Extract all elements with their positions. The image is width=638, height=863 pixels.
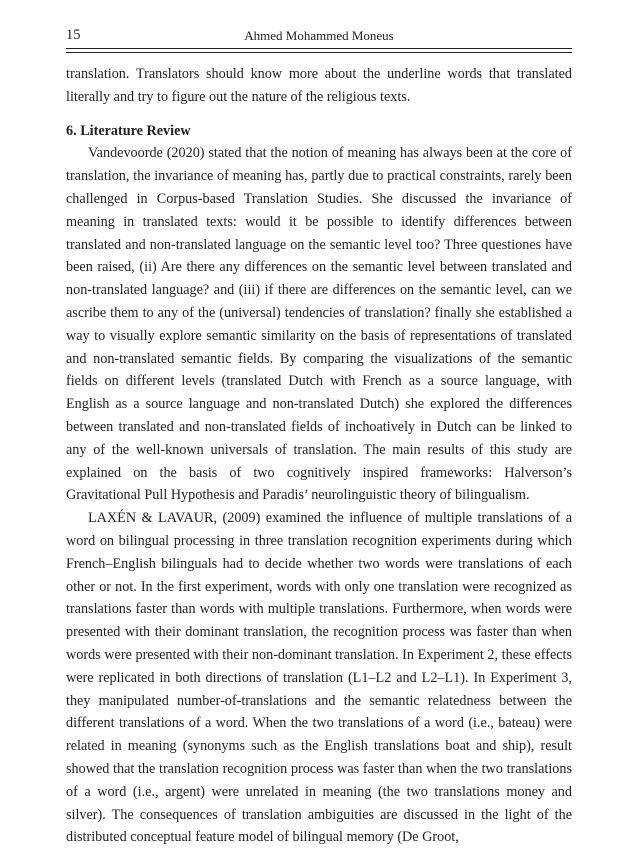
running-head-author: Ahmed Mohammed Moneus: [244, 28, 394, 43]
paragraph-continuation: translation. Translators should know more about the underline words that translated literally and try to figure out the nature of the religious texts.: [66, 66, 572, 105]
header-rule-top: [66, 48, 572, 49]
page-number: 15: [66, 27, 81, 43]
header-rule-bottom: [66, 52, 572, 53]
paragraph-laxen-lavaur: LAXÉN & LAVAUR, (2009) examined the influence of multiple translations of a word on bilingual processing in three translation recognition experiments during which French–English bilinguals had to decide whether two words were translations of each other or not. In the first experiment, words with only one translation were recognized as translations faster than words with multiple translations. Furthermore, when words were presented with their dominant translation, the recognition process was faster than when words were presented with their non-dominant translation. In Experiment 2, these effects were replicated in both directions of translation (L1–L2 and L2–L1). In Experiment 3, they manipulated number-of-translations and the semantic relatedness between the different translations of a word. When the two translations of a word (i.e., bateau) were related in meaning (synonyms such as the English translations boat and ship), result showed that the translation recognition process was faster than when the two translations of a word (i.e., argent) were unrelated in meaning (the two translations money and silver). The consequences of translation ambiguities are discussed in the light of the distributed conceptual feature model of bilingual memory (De Groot,: [66, 510, 572, 846]
page-header: [66, 27, 572, 49]
body-text: [66, 63, 572, 849]
paragraph-vandevoorde: Vandevoorde (2020) stated that the notion of meaning has always been at the core of translation, the invariance of meaning has, partly due to practical constraints, rarely been challenged in Corpus-based Translation Studies. She discussed the invariance of meaning in translated texts: would it be possible to identify differences between translated and non-translated language on the semantic level too? Three questiones have been raised, (ii) Are there any differences on the semantic level between translated and non-translated language? and (iii) if there are differences on the semantic level, can we ascribe them to any of the (universal) tendencies of translation? finally she established a way to visually explore semantic similarity on the basis of representations of translated and non-translated semantic fields. By comparing the visualizations of the semantic fields on different levels (translated Dutch with French as a source language, with English as a source language and non-translated Dutch) she explored the differences between translated and non-translated fields of inchoatively in Dutch can be linked to any of the well-known universals of translation. The main results of this study are explained on the basis of two cognitively inspired frameworks: Halverson’s Gravitational Pull Hypothesis and Paradis’ neurolinguistic theory of bilingualism.: [66, 145, 572, 504]
section-heading: 6. Literature Review: [66, 122, 191, 139]
